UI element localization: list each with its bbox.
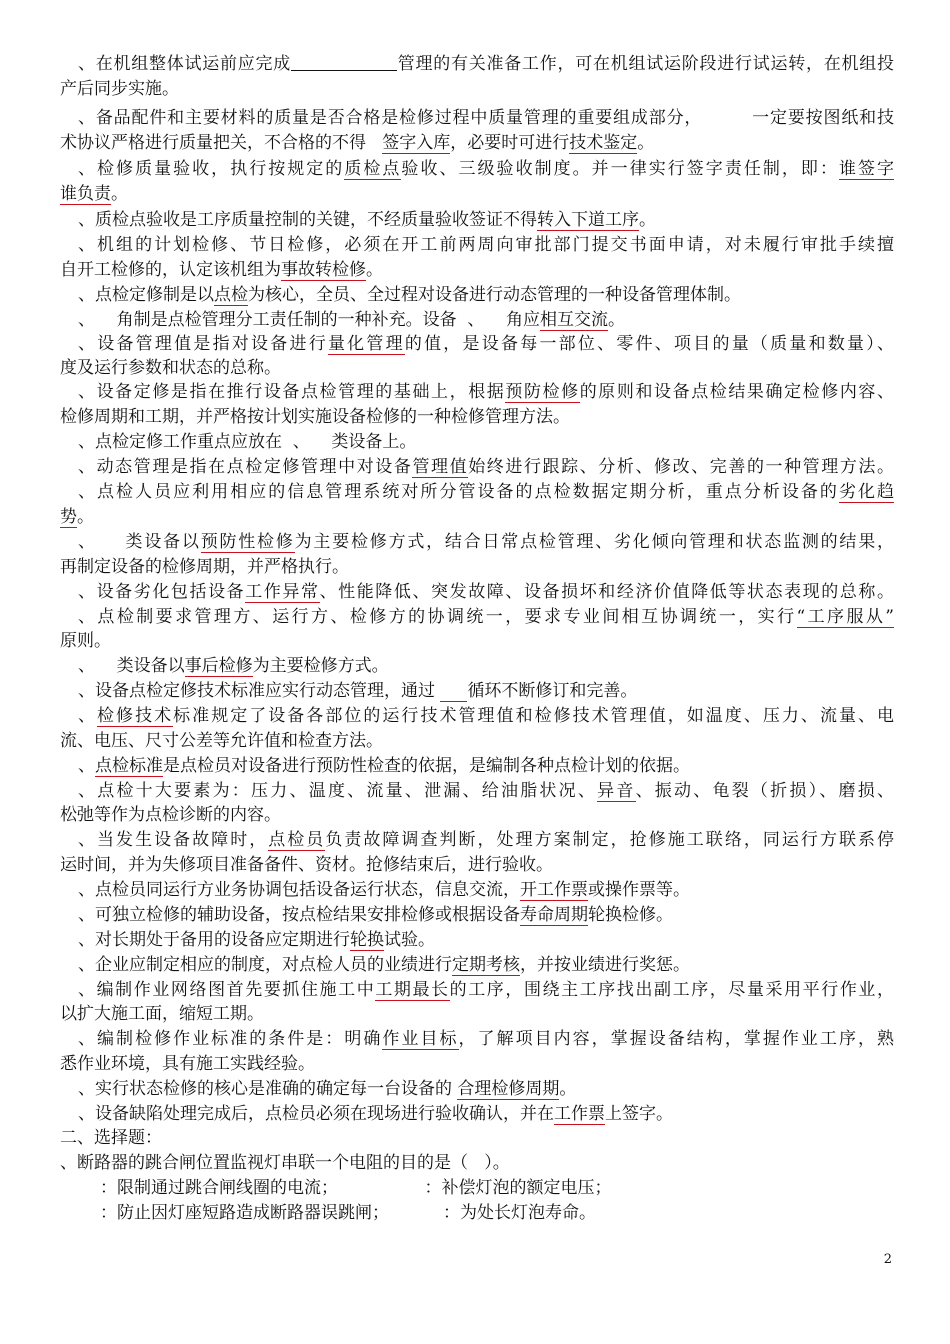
text-segment: 、点检制要求管理方、运行方、检修方的协调统一，要求专业间相互协调统一，实行 (78, 607, 797, 627)
underlined-answer: 量化管理 (327, 334, 405, 354)
text-segment: 、对长期处于备用的设备应定期进行 (78, 930, 350, 950)
text-segment: 、点检人员应利用相应的信息管理系统对所分管设备的点检数据定期分析，重点分析设备的 (78, 482, 839, 502)
text-segment: 、性能降低、突发故障、设备损坏和经济价值降低等状态表现的总称。 (319, 582, 894, 602)
text-line (78, 480, 894, 504)
text-segment: 始终进行跟踪、分析、修改、完善的一种管理方法。 (468, 457, 894, 477)
text-segment: 管理的有关准备工作，可在机组试运阶段进行试运转，在机组投 (397, 54, 894, 74)
text-segment: 以扩大施工面，缩短工期。 (60, 1004, 264, 1024)
underlined-answer: 工作异常 (245, 582, 320, 602)
text-segment: 、点检员同运行方业务协调包括设备运行状态，信息交流， (78, 880, 520, 900)
underlined-answer: 预防检修 (505, 382, 580, 402)
text-line (60, 853, 894, 877)
text-segment: 产后同步实施。 (60, 79, 179, 99)
text-segment: 悉作业环境，具有施工实践经验。 (60, 1054, 315, 1074)
underlined-answer: 转入下道工序 (537, 210, 639, 230)
text-segment: ，了解项目内容，掌握设备结构，掌握作业工序，熟 (458, 1029, 894, 1049)
text-segment: 、 类设备以 (78, 656, 185, 676)
text-line (78, 754, 894, 778)
text-line (60, 258, 894, 282)
text-line (60, 1151, 894, 1175)
text-line (60, 131, 894, 155)
text-segment: 、企业应制定相应的制度，对点检人员的业绩进行 (78, 955, 452, 975)
text-segment: 为主要检修方式。 (252, 656, 389, 676)
text-segment: 负责故障调查判断，处理方案制定，抢修施工联络，同运行方联系停 (325, 830, 894, 850)
text-line (78, 1102, 894, 1126)
text-segment: 术协议严格进行质量把关，不合格的不得 (60, 133, 383, 153)
text-line (78, 52, 894, 76)
text-segment: 、质检点验收是工序质量控制的关键，不经质量验收签证不得 (78, 210, 537, 230)
text-line (100, 1201, 894, 1225)
text-segment: 度及运行参数和状态的总称。 (60, 358, 281, 378)
text-segment: 流、电压、尺寸公差等允许值和检查方法。 (60, 731, 383, 751)
text-line (78, 430, 894, 454)
text-line (78, 1027, 894, 1051)
text-segment: 。 (111, 184, 128, 204)
text-segment: 自开工检修的，认定该机组为 (60, 260, 281, 280)
text-segment: 。 (366, 260, 383, 280)
underlined-answer: 预防性检修 (200, 532, 295, 552)
underlined-answer: 事后检修 (184, 656, 253, 676)
text-line (78, 928, 894, 952)
underlined-answer: 点检员 (268, 830, 326, 850)
underlined-answer: 异音 (597, 781, 636, 801)
text-line (60, 1052, 894, 1076)
text-segment: 为主要检修方式，结合日常点检管理、劣化倾向管理和状态监测的结果， (294, 532, 894, 552)
text-line (78, 308, 894, 332)
text-line (78, 605, 894, 629)
text-line (78, 903, 894, 927)
text-line (78, 679, 894, 703)
underlined-answer: 谁签字 (838, 159, 894, 179)
underlined-answer: 管理值 (412, 457, 469, 477)
text-segment: 、编制检修作业标准的条件是：明确 (78, 1029, 383, 1049)
text-line (78, 530, 894, 554)
text-segment: 、备品配件和主要材料的质量是否合格是检修过程中质量管理的重要组成部分， 一定要按图纸和技 (78, 108, 894, 128)
text-segment: 。 (608, 310, 626, 330)
text-segment: 的值，是设备每一部位、零件、项目的量（质量和数量）、 (404, 334, 894, 354)
text-line (60, 803, 894, 827)
underlined-answer: 检修技术 (97, 706, 174, 726)
text-segment: 、可独立检修的辅助设备，按点检结果安排检修或根据设备 (78, 905, 520, 925)
text-segment: 试验。 (384, 930, 435, 950)
text-line (60, 77, 894, 101)
text-line (78, 283, 894, 307)
page-number: 2 (883, 1252, 892, 1267)
text-line (60, 555, 894, 579)
text-line (60, 356, 894, 380)
text-segment: ：限制通过跳合闸线圈的电流； ：补偿灯泡的额定电压； (100, 1178, 612, 1198)
text-line (78, 1077, 894, 1101)
underlined-answer: 技术鉴定 (569, 133, 638, 153)
text-segment: 再制定设备的检修周期，并严格执行。 (60, 557, 349, 577)
text-segment: ，必要时可进行 (450, 133, 570, 153)
text-segment: 是点检员对设备进行预防性检查的依据，是编制各种点检计划的依据。 (163, 756, 690, 776)
text-line (78, 106, 894, 130)
underlined-answer: 定期考核 (452, 955, 520, 975)
text-line (60, 405, 894, 429)
text-segment: 。 (639, 210, 656, 230)
text-segment: 、设备劣化包括设备 (78, 582, 246, 602)
text-segment: 、设备定修是指在推行设备点检管理的基础上，根据 (78, 382, 506, 402)
text-segment: 、 (78, 756, 95, 776)
text-line (78, 704, 894, 728)
text-segment: 的工序，围绕主工序找出副工序，尽量采用平行作业， (449, 980, 894, 1000)
text-line (78, 208, 894, 232)
fill-in-blank (291, 52, 397, 71)
text-segment: 、检修质量验收，执行按规定的 (78, 159, 345, 179)
text-line (78, 455, 894, 479)
text-line (100, 1176, 894, 1200)
text-segment: 轮换检修。 (588, 905, 673, 925)
underlined-answer: 质检点 (344, 159, 402, 179)
text-line (78, 332, 894, 356)
text-line (78, 380, 894, 404)
text-line (60, 1002, 894, 1026)
text-line (78, 828, 894, 852)
text-segment: 、点检十大要素为：压力、温度、流量、泄漏、给油脂状况、 (78, 781, 598, 801)
text-line (78, 978, 894, 1002)
text-segment: 的原则和设备点检结果确定检修内容、 (579, 382, 894, 402)
text-line (60, 729, 894, 753)
underlined-answer: “工序服从” (796, 607, 894, 627)
text-segment: 上签字。 (605, 1104, 673, 1124)
underlined-answer: 事故转检修 (281, 260, 366, 280)
text-line (78, 779, 894, 803)
text-line (60, 505, 894, 529)
underlined-answer: 轮换 (350, 930, 384, 950)
text-segment: 、动态管理是指在点检定修管理中对设备 (78, 457, 413, 477)
text-segment: 原则。 (60, 631, 111, 651)
text-segment: 、编制作业网络图首先要抓住施工中 (78, 980, 376, 1000)
text-segment: 。 (559, 1079, 577, 1099)
underlined-answer: 劣化趋 (838, 482, 894, 502)
text-segment: 、当发生设备故障时， (78, 830, 269, 850)
underlined-answer: 势 (60, 507, 77, 527)
text-segment: 。 (77, 507, 94, 527)
text-segment: 松弛等作为点检诊断的内容。 (60, 805, 281, 825)
text-line (78, 654, 894, 678)
underlined-answer: 谁负责 (60, 184, 111, 204)
text-segment: 、设备点检定修技术标准应实行动态管理，通过 (78, 681, 441, 701)
text-line (78, 953, 894, 977)
underlined-answer: 相互交流 (540, 310, 609, 330)
underlined-answer: 工期最长 (375, 980, 450, 1000)
text-segment: 运时间，并为失修项目准备备件、资材。抢修结束后，进行验收。 (60, 855, 553, 875)
text-segment: 、 (78, 706, 98, 726)
text-segment: 、在机组整体试运前应完成 (78, 54, 291, 74)
underlined-answer: 点检 (214, 285, 248, 305)
text-line (78, 580, 894, 604)
underlined-answer: 开工作票 (520, 880, 588, 900)
text-segment: 检修周期和工期，并严格按计划实施设备检修的一种检修管理方法。 (60, 407, 570, 427)
underlined-answer (440, 681, 467, 702)
text-segment: ，并按业绩进行奖惩。 (520, 955, 690, 975)
text-segment: 、 类设备以 (78, 532, 201, 552)
text-segment: 。 (637, 133, 655, 153)
text-segment: 、设备管理值是指对设备进行 (78, 334, 328, 354)
text-line (60, 1126, 894, 1150)
text-segment: 、设备缺陷处理完成后，点检员必须在现场进行验收确认，并在 (78, 1104, 554, 1124)
text-segment: 或操作票等。 (588, 880, 690, 900)
text-segment: 二、选择题： (60, 1128, 162, 1148)
text-segment: 、振动、龟裂（折损）、磨损、 (635, 781, 894, 801)
text-segment: 循环不断修订和完善。 (467, 681, 638, 701)
text-segment: 、机组的计划检修、节日检修，必须在开工前两周向审批部门提交书面申请，对未履行审批手续擅 (78, 235, 894, 255)
underlined-answer: 签字入库 (382, 133, 451, 153)
underlined-answer: 寿命周期 (520, 905, 588, 925)
underlined-answer: 作业目标 (382, 1029, 459, 1049)
text-segment: 标准规定了设备各部位的运行技术管理值和检修技术管理值，如温度、压力、流量、电 (173, 706, 894, 726)
text-segment: 、断路器的跳合闸位置监视灯串联一个电阻的目的是（ ）。 (60, 1153, 510, 1173)
text-segment: 为核心，全员、全过程对设备进行动态管理的一种设备管理体制。 (248, 285, 741, 305)
text-segment: 、 角制是点检管理分工责任制的一种补充。设备 、 角应 (78, 310, 541, 330)
text-segment: 、点检定修工作重点应放在 、 类设备上。 (78, 432, 417, 452)
text-line (60, 629, 894, 653)
text-line (60, 182, 894, 206)
text-line (78, 157, 894, 181)
underlined-answer: 工作票 (554, 1104, 605, 1124)
text-segment: 、实行状态检修的核心是准确的确定每一台设备的 (78, 1079, 458, 1099)
text-segment: 验收、三级验收制度。并一律实行签字责任制，即： (401, 159, 839, 179)
text-segment: ：防止因灯座短路造成断路器误跳闸； ：为处长灯泡寿命。 (100, 1203, 597, 1223)
underlined-answer: 合理检修周期 (457, 1079, 560, 1099)
text-line (78, 878, 894, 902)
text-line (78, 233, 894, 257)
underlined-answer: 点检标准 (95, 756, 163, 776)
text-segment: 、点检定修制是以 (78, 285, 214, 305)
